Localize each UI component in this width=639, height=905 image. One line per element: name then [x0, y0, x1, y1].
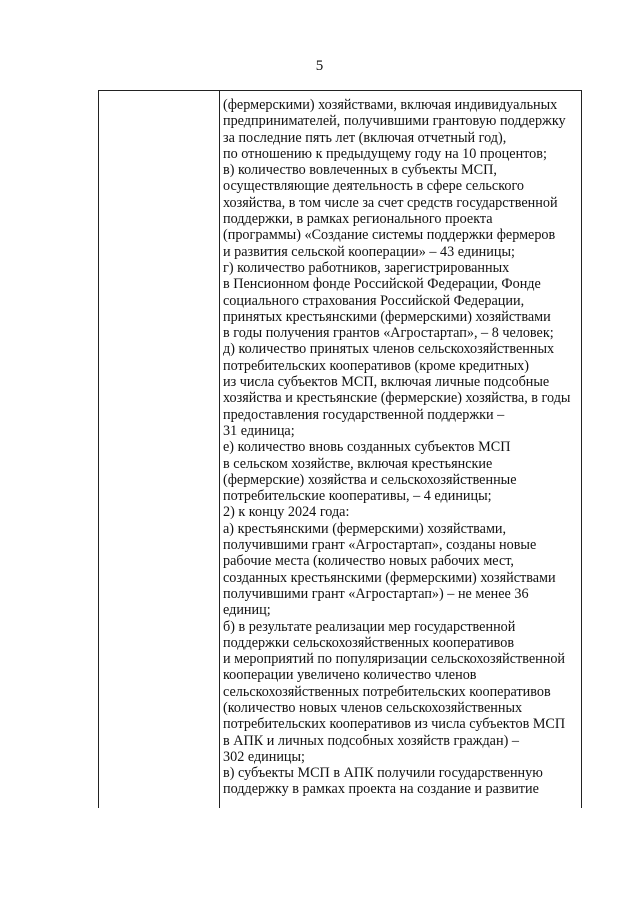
text-line: в сельском хозяйстве, включая крестьянские [223, 455, 493, 472]
text-line: б) в результате реализации мер государственной [223, 618, 516, 635]
page-number: 5 [315, 58, 324, 74]
text-line: в годы получения грантов «Агростартап», – 8 человек; [223, 325, 554, 342]
text-line: (фермерские) хозяйства и сельскохозяйственные [223, 471, 517, 488]
text-line: и развития сельской кооперации» – 43 единицы; [223, 243, 515, 260]
text-line: в) количество вовлеченных в субъекты МСП, [223, 162, 497, 179]
text-line: единиц; [223, 602, 271, 619]
text-line: 2) к концу 2024 года: [223, 504, 350, 521]
text-line: потребительских кооперативов из числа субъектов МСП [223, 716, 566, 733]
text-line: поддержки, в рамках регионального проекта [223, 211, 493, 228]
text-line: принятых крестьянскими (фермерскими) хозяйствами [223, 308, 551, 325]
text-line: социального страхования Российской Федерации, [223, 292, 525, 309]
text-line: из числа субъектов МСП, включая личные подсобные [223, 374, 550, 391]
text-line: получившими грант «Агростартап») – не менее 36 [223, 585, 529, 602]
text-line: рабочие места (количество новых рабочих мест, [223, 553, 514, 570]
text-line: а) крестьянскими (фермерскими) хозяйствами, [223, 520, 507, 537]
text-line: д) количество принятых членов сельскохозяйственных [223, 341, 555, 358]
text-line: и мероприятий по популяризации сельскохозяйственной [223, 651, 566, 668]
document-table [98, 90, 582, 808]
text-line: поддержку в рамках проекта на создание и развитие [223, 781, 539, 798]
text-line: 31 единица; [223, 422, 295, 439]
text-line: поддержки сельскохозяйственных кооперативов [223, 634, 515, 651]
text-line: в Пенсионном фонде Российской Федерации, Фонде [223, 276, 541, 293]
text-line: хозяйства и крестьянские (фермерские) хозяйства, в годы [223, 390, 571, 407]
text-line: (программы) «Создание системы поддержки фермеров [223, 227, 556, 244]
text-line: созданных крестьянскими (фермерскими) хозяйствами [223, 569, 556, 586]
text-line: потребительских кооперативов (кроме кредитных) [223, 357, 529, 374]
text-line: кооперации увеличено количество членов [223, 667, 477, 684]
text-line: в) субъекты МСП в АПК получили государственную [223, 765, 543, 782]
table-left-cell [99, 91, 220, 808]
text-line: предоставления государственной поддержки – [223, 406, 505, 423]
text-line: 302 единицы; [223, 748, 306, 765]
text-line: е) количество вновь созданных субъектов МСП [223, 439, 511, 456]
text-line: потребительские кооперативы, – 4 единицы; [223, 488, 492, 505]
text-line: предпринимателей, получившими грантовую поддержку [223, 113, 566, 130]
text-line: по отношению к предыдущему году на 10 процентов; [223, 145, 547, 162]
text-line: осуществляющие деятельность в сфере сельского [223, 178, 525, 195]
text-line: в АПК и личных подсобных хозяйств граждан) – [223, 732, 519, 749]
text-line: г) количество работников, зарегистрированных [223, 259, 510, 276]
table-right-cell [223, 97, 581, 798]
text-line: получившими грант «Агростартап», созданы новые [223, 537, 537, 554]
text-line: хозяйства, в том числе за счет средств государственной [223, 194, 558, 211]
text-line: за последние пять лет (включая отчетный год), [223, 129, 507, 146]
text-line: (фермерскими) хозяйствами, включая индивидуальных [223, 97, 558, 113]
text-line: сельскохозяйственных потребительских кооперативов [223, 683, 551, 700]
text-line: (количество новых членов сельскохозяйственных [223, 699, 523, 716]
